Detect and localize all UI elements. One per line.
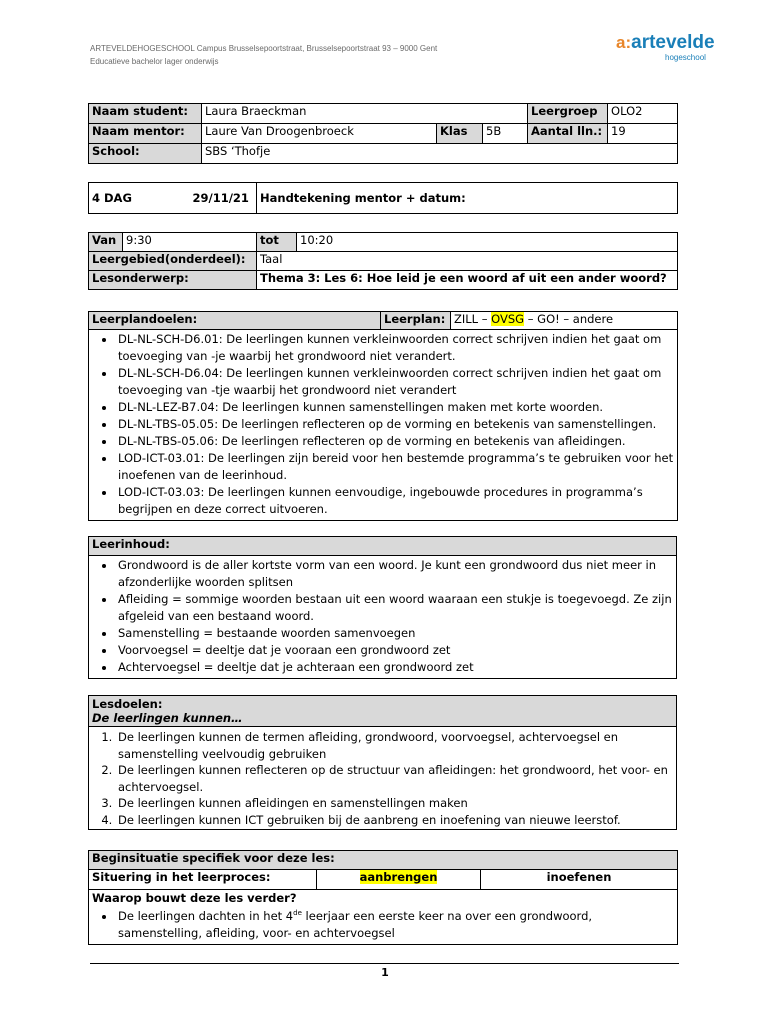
- lesson-goals-sublabel: De leerlingen kunnen…: [92, 711, 243, 725]
- situation-option-aanbrengen: [317, 870, 481, 890]
- page-number: 1: [381, 966, 389, 979]
- area-label: Leergebied(onderdeel):: [89, 252, 257, 271]
- lesson-goal-item: 2. De leerlingen kunnen reflecteren op de structuur van afleidingen: het grondwoord, het voor- en achtervoegsel.: [116, 762, 673, 795]
- plan-label: Leerplan:: [381, 312, 451, 330]
- school-header: [90, 42, 437, 68]
- logo-sub: hogeschool: [665, 53, 706, 62]
- time-table: [88, 232, 678, 290]
- start-situation-table: [88, 850, 678, 945]
- situation-label: Situering in het leerproces:: [89, 870, 317, 890]
- goal-item: • DL-NL-SCH-D6.04: De leerlingen kunnen verkleinwoorden correct schrijven indien het gaat om toevoeging van -tje waarbij het grondwoord niet verandert: [116, 365, 674, 399]
- program-name: Educatieve bachelor lager onderwijs: [90, 57, 219, 66]
- school-value: SBS ‘Thofje: [202, 144, 678, 164]
- lesson-goals-label: Lesdoelen:: [92, 697, 163, 711]
- plan-ovsg-highlighted: OVSG: [491, 312, 525, 326]
- goal-item: • DL-NL-LEZ-B7.04: De leerlingen kunnen samenstellingen maken met korte woorden.: [116, 399, 674, 416]
- content-item: • Afleiding = sommige woorden bestaan uit een woord waaraan een stukje is toegevoegd. Ze zijn afgeleid van een bestaand woord.: [116, 591, 673, 625]
- lesson-goal-item: 4. De leerlingen kunnen ICT gebruiken bij de aanbreng en inoefening van nieuwe leerstof.: [116, 812, 673, 829]
- content-item: • Grondwoord is de aller kortste vorm van een woord. Je kunt een grondwoord dus niet meer in afzonderlijke woorden splitsen: [116, 557, 673, 591]
- lesson-goal-item: 3. De leerlingen kunnen afleidingen en samenstellingen maken: [116, 795, 673, 812]
- goals-label: Leerplandoelen:: [89, 312, 381, 330]
- student-info-table: [88, 103, 678, 164]
- count-value: 19: [608, 124, 678, 144]
- build-on-item: • De leerlingen dachten in het 4de leerjaar een eerste keer na over een grondwoord, samenstelling, afleiding, voor- en achtervoegsel: [116, 905, 674, 942]
- superscript-de: de: [293, 909, 302, 917]
- plan-options: [451, 312, 678, 330]
- topic-label: Lesonderwerp:: [89, 271, 257, 290]
- content-item: • Voorvoegsel = deeltje dat je vooraan een grondwoord zet: [116, 642, 673, 659]
- from-value: 9:30: [123, 233, 257, 252]
- topic-value: Thema 3: Les 6: Hoe leid je een woord af uit een ander woord?: [257, 271, 678, 290]
- area-value: Taal: [257, 252, 678, 271]
- mentor-signature-label: Handtekening mentor + datum:: [257, 183, 678, 214]
- situation-option-inoefenen: inoefenen: [481, 870, 678, 890]
- goal-item: • DL-NL-TBS-05.05: De leerlingen reflecteren op de vorming en betekenis van samenstellingen.: [116, 416, 674, 433]
- lesson-goals-header: [89, 696, 677, 727]
- logo-mark: a:: [616, 33, 632, 52]
- student-value: Laura Braeckman: [202, 104, 528, 124]
- school-label: School:: [89, 144, 202, 164]
- content-item: • Samenstelling = bestaande woorden samenvoegen: [116, 625, 673, 642]
- goal-item: • LOD-ICT-03.01: De leerlingen zijn bereid voor hen bestemde programma’s te gebruiken voor het inoefenen van de leerinhoud.: [116, 450, 674, 484]
- option-aanbrengen-highlighted: aanbrengen: [359, 870, 438, 884]
- content-list: [92, 557, 673, 676]
- content-item: • Achtervoegsel = deeltje dat je achteraan een grondwoord zet: [116, 659, 673, 676]
- goal-item: • DL-NL-TBS-05.06: De leerlingen reflecteren op de vorming en betekenis van afleidingen.: [116, 433, 674, 450]
- to-value: 10:20: [297, 233, 678, 252]
- artevelde-logo: [616, 32, 715, 62]
- build-on-cell: [89, 890, 678, 945]
- from-label: Van: [89, 233, 123, 252]
- class-value: 5B: [483, 124, 528, 144]
- lesson-goals-list-cell: [89, 727, 677, 830]
- build-on-list: [92, 905, 674, 942]
- mentor-label: Naam mentor:: [89, 124, 202, 144]
- student-label: Naam student:: [89, 104, 202, 124]
- content-list-cell: [89, 556, 677, 679]
- day-table: [88, 182, 678, 214]
- mentor-value: Laure Van Droogenbroeck: [202, 124, 437, 144]
- content-label: Leerinhoud:: [89, 537, 677, 556]
- class-label: Klas: [437, 124, 483, 144]
- logo-name: artevelde: [631, 32, 715, 53]
- goals-list-cell: [89, 330, 678, 521]
- lesson-goals-table: [88, 695, 677, 830]
- build-on-label: Waarop bouwt deze les verder?: [92, 891, 297, 905]
- day-cell: [89, 183, 257, 214]
- lesson-date: 29/11/21: [192, 191, 249, 205]
- curriculum-goals-table: [88, 311, 678, 521]
- goals-list: [92, 331, 674, 518]
- plan-rest: – GO! – andere: [524, 312, 614, 326]
- lesson-goals-list: [92, 729, 673, 828]
- start-label: Beginsituatie specifiek voor deze les:: [89, 851, 678, 870]
- day-label: 4 DAG: [92, 191, 132, 205]
- footer-rule: [90, 963, 679, 964]
- goal-item: • LOD-ICT-03.03: De leerlingen kunnen eenvoudige, ingebouwde procedures in programma’s begrijpen en deze correct uitvoeren.: [116, 484, 674, 518]
- plan-zill: ZILL –: [454, 312, 492, 326]
- school-address: ARTEVELDEHOGESCHOOL Campus Brusselsepoortstraat, Brusselsepoortstraat 93 – 9000 Gent: [90, 44, 438, 53]
- count-label: Aantal lln.:: [528, 124, 608, 144]
- goal-item: • DL-NL-SCH-D6.01: De leerlingen kunnen verkleinwoorden correct schrijven indien het gaat om toevoeging van -je waarbij het grondwoord niet verandert.: [116, 331, 674, 365]
- to-label: tot: [257, 233, 297, 252]
- group-value: OLO2: [608, 104, 678, 124]
- lesson-goal-item: 1. De leerlingen kunnen de termen afleiding, grondwoord, voorvoegsel, achtervoegsel en samenstelling veelvoudig gebruiken: [116, 729, 673, 762]
- learning-content-table: [88, 536, 677, 679]
- group-label: Leergroep: [528, 104, 608, 124]
